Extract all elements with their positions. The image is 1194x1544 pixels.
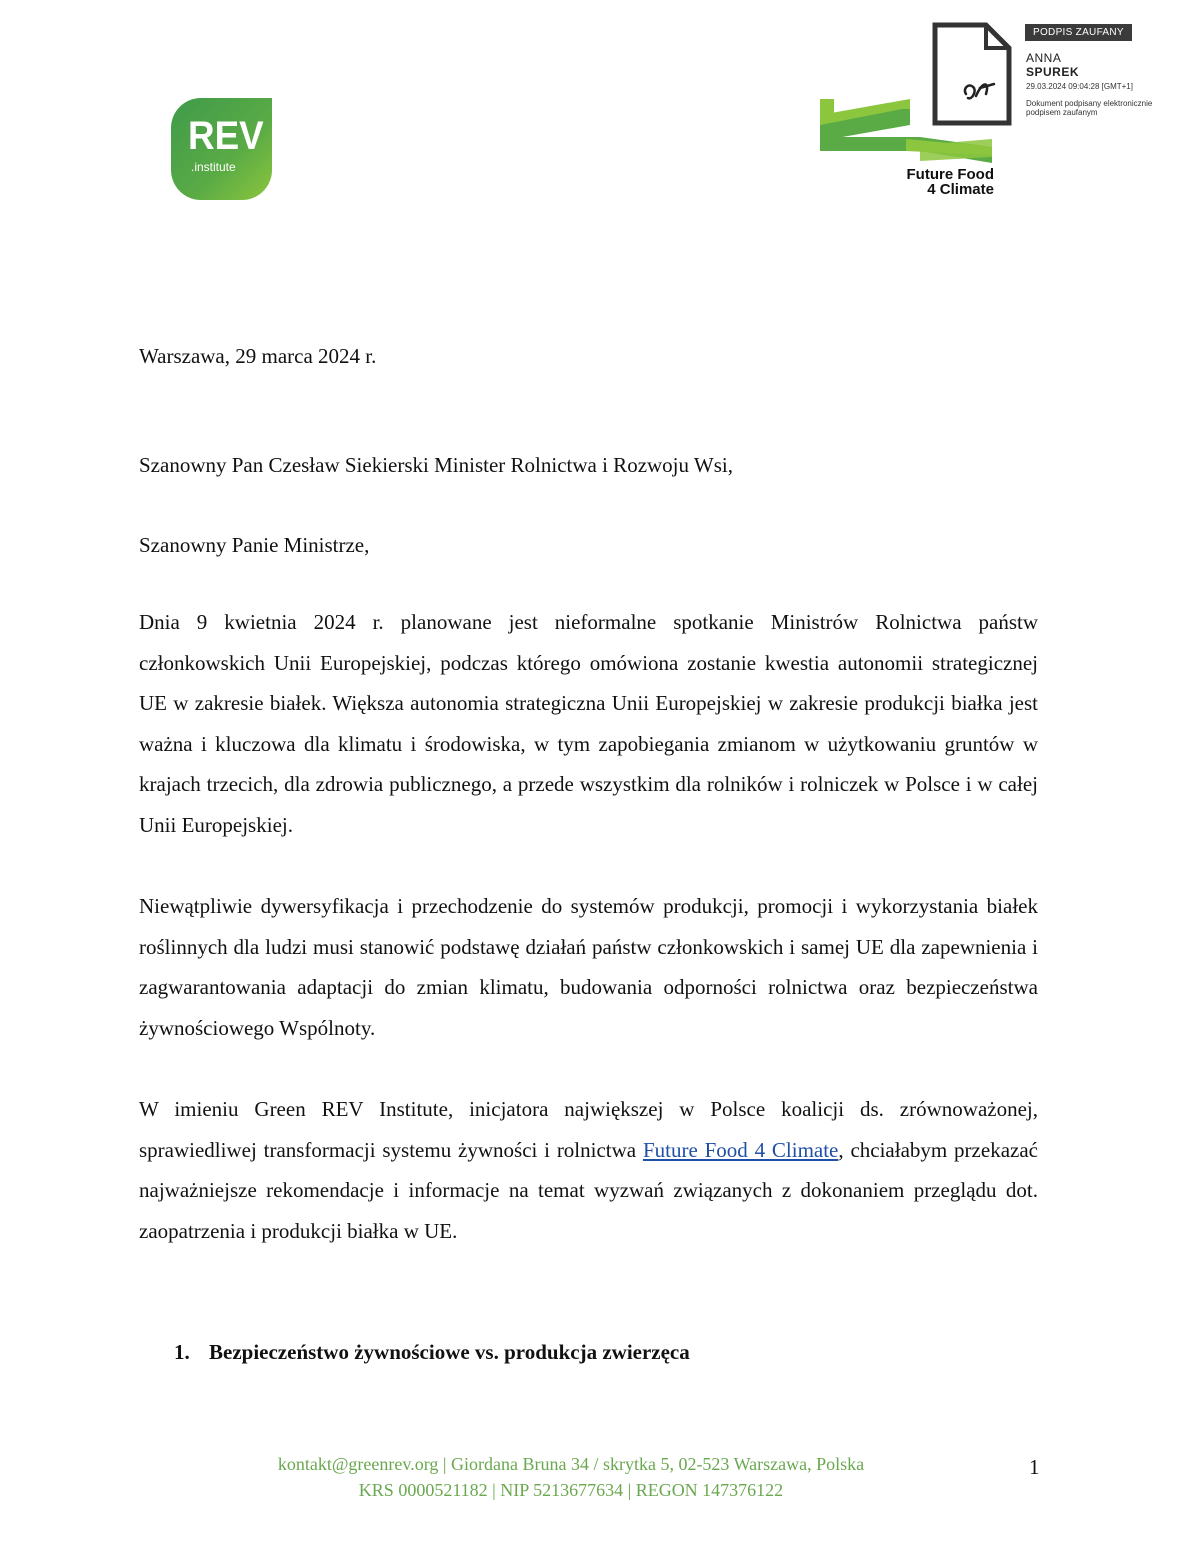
rev-logo-text: REV xyxy=(188,114,264,158)
ff-logo-line2: 4 Climate xyxy=(927,181,994,198)
paragraph-1: Dnia 9 kwietnia 2024 r. planowane jest nieformalne spotkanie Ministrów Rolnictwa państw członkowskich Unii Europejskiej, podczas którego omówiona zostanie kwestia autonomii strategicznej UE w zakresie białek. Większa autonomia strategiczna Unii Europejskiej w zakresie produkcji białka jest ważna i kluczowa dla klimatu i środowiska, w tym zapobiegania zmianom w użytkowaniu gruntów w krajach trzecich, dla zdrowia publicznego, a przede wszystkim dla rolników i rolniczek w Polsce i w całej Unii Europejskiej. xyxy=(139,610,1038,837)
ff-logo-text xyxy=(890,167,994,197)
letter-salutation: Szanowny Panie Ministrze, xyxy=(139,533,370,557)
section-heading-1 xyxy=(174,1340,690,1365)
paragraph-3 xyxy=(139,1089,1038,1251)
page-number: 1 xyxy=(1029,1455,1040,1479)
signature-note-line1: Dokument podpisany elektronicznie xyxy=(1026,99,1153,108)
section-heading-text: Bezpieczeństwo żywnościowe vs. produkcja zwierzęca xyxy=(209,1340,690,1364)
paragraph-3-text-before: W imieniu Green REV Institute, inicjatora największej w Polsce koalicji ds. zrównoważonej, sprawiedliwej transformacji systemu żywności i rolnictwa xyxy=(139,1097,1038,1162)
paragraph-3-text-after: , chciałabym przekazać najważniejsze rekomendacje i informacje na temat wyzwań związanych z dokonaniem przeglądu dot. zaopatrzenia i produkcji białka w UE. xyxy=(139,1137,1038,1243)
section-heading-number: 1. xyxy=(174,1340,190,1364)
footer-contact: kontakt@greenrev.org | Giordana Bruna 34 / skrytka 5, 02-523 Warszawa, Polska xyxy=(277,1454,865,1474)
future-food-4-climate-link[interactable]: Future Food 4 Climate xyxy=(642,1137,839,1162)
signature-datetime: 29.03.2024 09:04:28 [GMT+1] xyxy=(1026,82,1133,91)
ff-logo-line1: Future Food xyxy=(906,166,994,183)
trusted-signature-badge: PODPIS ZAUFANY xyxy=(1025,24,1132,41)
signature-note xyxy=(1026,99,1176,117)
letter-addressee: Szanowny Pan Czesław Siekierski Minister Rolnictwa i Rozwoju Wsi, xyxy=(139,453,733,477)
signature-note-line2: podpisem zaufanym xyxy=(1026,108,1098,117)
footer-registry: KRS 0000521182 | NIP 5213677634 | REGON 147376122 xyxy=(358,1480,784,1500)
signer-first-name: ANNA xyxy=(1026,51,1062,65)
rev-logo-subtext: .institute xyxy=(191,160,236,174)
rev-institute-logo xyxy=(171,98,272,200)
signed-document-icon xyxy=(932,22,1012,126)
letter-date: Warszawa, 29 marca 2024 r. xyxy=(139,344,377,368)
signer-last-name: SPUREK xyxy=(1026,65,1080,79)
paragraph-2: Niewątpliwie dywersyfikacja i przechodzenie do systemów produkcji, promocji i wykorzystania białek roślinnych dla ludzi musi stanowić podstawę działań państw członkowskich i samej UE dla zapewnienia i zagwarantowania adaptacji do zmian klimatu, budowania odporności rolnictwa oraz bezpieczeństwa żywnościowego Wspólnoty. xyxy=(139,894,1038,1040)
